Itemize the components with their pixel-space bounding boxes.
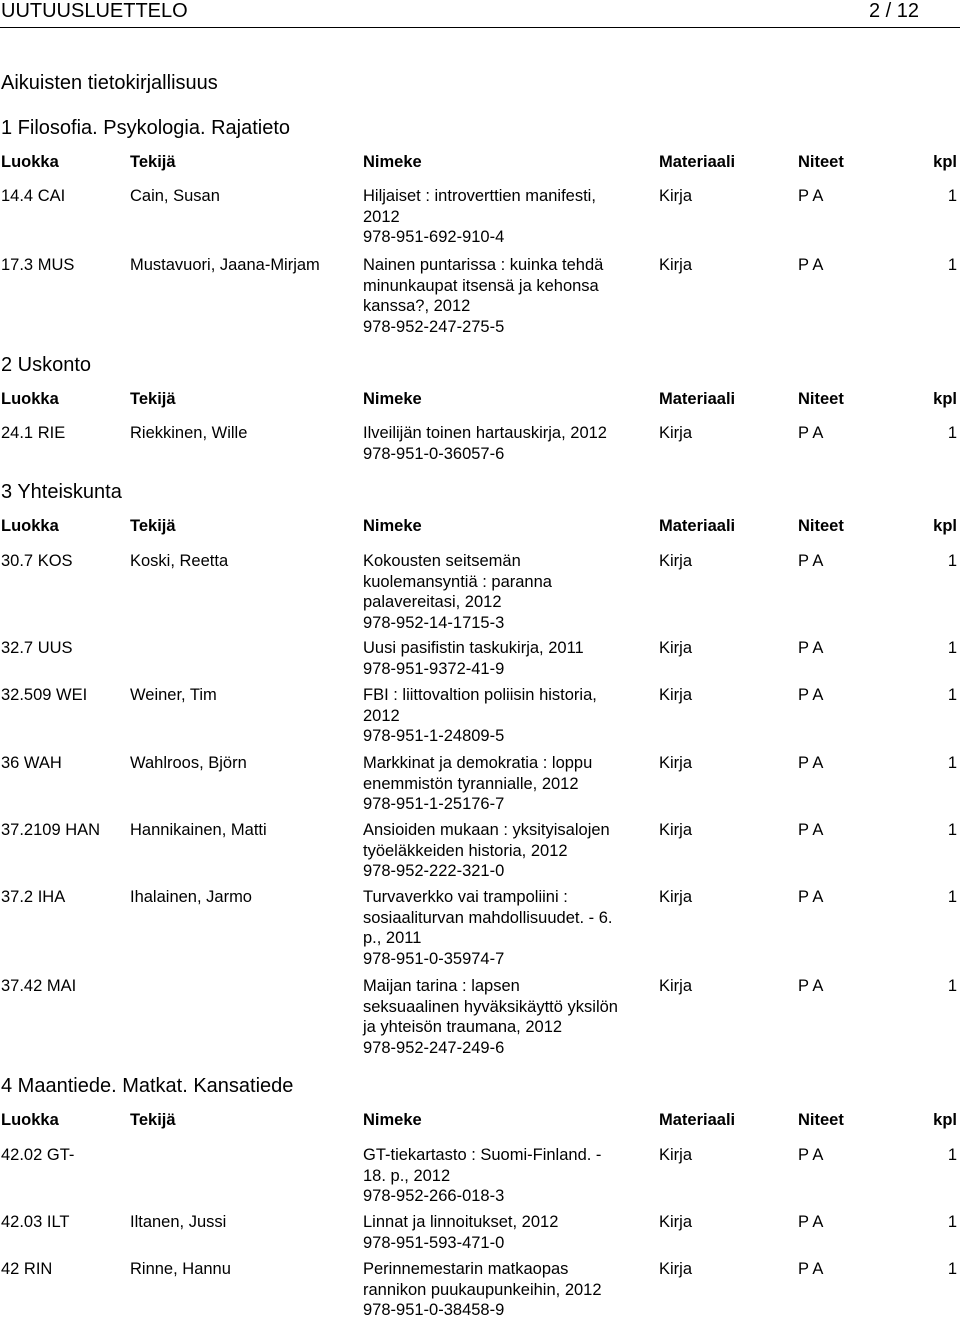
- title-line: 978-952-266-018-3: [363, 1187, 505, 1205]
- cell-luokka: 42 RIN: [1, 1260, 53, 1278]
- column-header-materiaali: Materiaali: [659, 153, 736, 171]
- cell-materiaali: Kirja: [659, 754, 693, 772]
- cell-nimeke: [363, 1259, 653, 1321]
- cell-materiaali: Kirja: [659, 977, 693, 995]
- title-line: 978-951-0-36057-6: [363, 444, 505, 463]
- cell-kpl: 1: [947, 686, 957, 704]
- cell-luokka: 42.02 GT-: [1, 1146, 75, 1164]
- header-rule: [0, 27, 960, 28]
- cell-luokka: 37.2109 HAN: [1, 821, 101, 839]
- title-line: Uusi pasifistin taskukirja, 2011: [363, 639, 584, 657]
- title-line: 978-951-1-24809-5: [363, 727, 505, 745]
- cell-kpl: 1: [947, 1260, 957, 1278]
- title-line: ja yhteisön traumana, 2012: [363, 1018, 563, 1036]
- title-line: työeläkkeiden historia, 2012: [363, 841, 568, 860]
- cell-materiaali: Kirja: [659, 552, 693, 570]
- cell-luokka: 32.7 UUS: [1, 639, 73, 657]
- cell-nimeke: [363, 976, 653, 1058]
- cell-niteet: P A: [798, 1146, 824, 1164]
- cell-luokka: 30.7 KOS: [1, 552, 73, 570]
- cell-luokka: 37.42 MAI: [1, 977, 77, 995]
- cell-nimeke: [363, 423, 653, 464]
- cell-materiaali: Kirja: [659, 888, 693, 906]
- column-header-niteet: Niteet: [798, 390, 844, 408]
- cell-nimeke: [363, 820, 653, 882]
- cell-kpl: 1: [947, 1146, 957, 1164]
- cell-tekija: Koski, Reetta: [130, 552, 229, 570]
- title-line: Linnat ja linnoitukset, 2012: [363, 1213, 559, 1231]
- column-header-niteet: Niteet: [798, 153, 844, 171]
- cell-kpl: 1: [947, 1213, 957, 1231]
- column-header-luokka: Luokka: [1, 153, 59, 171]
- cell-kpl: 1: [947, 552, 957, 570]
- cell-kpl: 1: [947, 424, 957, 442]
- title-line: kanssa?, 2012: [363, 297, 471, 315]
- title-line: 978-952-247-275-5: [363, 317, 505, 336]
- cell-niteet: P A: [798, 888, 824, 906]
- table-header: [0, 390, 960, 410]
- cell-niteet: P A: [798, 1213, 824, 1231]
- column-header-luokka: Luokka: [1, 390, 59, 408]
- cell-luokka: 42.03 ILT: [1, 1213, 70, 1231]
- column-header-kpl: kpl: [933, 153, 957, 171]
- title-line: Maijan tarina : lapsen: [363, 977, 520, 995]
- title-line: p., 2011: [363, 929, 422, 947]
- title-line: palavereitasi, 2012: [363, 593, 502, 611]
- table-header: [0, 517, 960, 537]
- cell-nimeke: [363, 887, 653, 969]
- title-line: Markkinat ja demokratia : loppu: [363, 754, 593, 772]
- cell-tekija: Riekkinen, Wille: [130, 424, 248, 442]
- title-line: 978-951-9372-41-9: [363, 659, 505, 678]
- cell-kpl: 1: [947, 754, 957, 772]
- title-line: 978-951-0-38458-9: [363, 1301, 505, 1319]
- cell-tekija: Ihalainen, Jarmo: [130, 888, 252, 906]
- title-line: 978-952-14-1715-3: [363, 613, 505, 632]
- title-line: 978-951-0-35974-7: [363, 949, 505, 968]
- cell-niteet: P A: [798, 639, 824, 657]
- cell-luokka: 36 WAH: [1, 754, 62, 772]
- title-line: kuolemansyntiä : paranna: [363, 572, 552, 591]
- column-header-nimeke: Nimeke: [363, 390, 422, 408]
- cell-materiaali: Kirja: [659, 686, 693, 704]
- cell-kpl: 1: [947, 639, 957, 657]
- catalog-title: UUTUUSLUETTELO: [1, 0, 188, 22]
- table-header: [0, 153, 960, 173]
- cell-tekija: Hannikainen, Matti: [130, 821, 267, 839]
- title-line: 978-951-1-25176-7: [363, 795, 505, 813]
- title-line: 18. p., 2012: [363, 1166, 451, 1185]
- column-header-kpl: kpl: [933, 1111, 957, 1129]
- cell-nimeke: [363, 255, 653, 337]
- page-number: 2 / 12: [868, 0, 919, 22]
- column-header-kpl: kpl: [933, 517, 957, 535]
- title-line: Nainen puntarissa : kuinka tehdä: [363, 256, 604, 274]
- cell-materiaali: Kirja: [659, 821, 693, 839]
- cell-luokka: 17.3 MUS: [1, 256, 75, 274]
- cell-niteet: P A: [798, 187, 824, 205]
- cell-tekija: Rinne, Hannu: [130, 1260, 231, 1278]
- column-header-tekija: Tekijä: [130, 517, 176, 535]
- cell-kpl: 1: [947, 888, 957, 906]
- cell-luokka: 24.1 RIE: [1, 424, 66, 442]
- cell-tekija: Cain, Susan: [130, 187, 220, 205]
- cell-materiaali: Kirja: [659, 1260, 693, 1278]
- cell-luokka: 32.509 WEI: [1, 686, 88, 704]
- title-line: minunkaupat itsensä ja kehonsa: [363, 276, 599, 295]
- cell-nimeke: [363, 186, 653, 248]
- title-line: Kokousten seitsemän: [363, 552, 521, 570]
- title-line: Perinnemestarin matkaopas: [363, 1260, 569, 1278]
- title-line: 978-951-593-471-0: [363, 1233, 505, 1252]
- cell-niteet: P A: [798, 1260, 824, 1278]
- column-header-tekija: Tekijä: [130, 153, 176, 171]
- cell-nimeke: [363, 753, 653, 815]
- section-title: 1 Filosofia. Psykologia. Rajatieto: [1, 117, 291, 139]
- title-line: Hiljaiset : introverttien manifesti,: [363, 187, 596, 205]
- column-header-tekija: Tekijä: [130, 1111, 176, 1129]
- cell-kpl: 1: [947, 821, 957, 839]
- title-line: GT-tiekartasto : Suomi-Finland. -: [363, 1146, 602, 1164]
- column-header-tekija: Tekijä: [130, 390, 176, 408]
- title-line: sosiaaliturvan mahdollisuudet. - 6.: [363, 908, 613, 927]
- column-header-niteet: Niteet: [798, 517, 844, 535]
- cell-kpl: 1: [947, 256, 957, 274]
- cell-kpl: 1: [947, 187, 957, 205]
- cell-nimeke: [363, 551, 653, 633]
- column-header-nimeke: Nimeke: [363, 153, 422, 171]
- cell-niteet: P A: [798, 256, 824, 274]
- cell-niteet: P A: [798, 424, 824, 442]
- cell-tekija: Weiner, Tim: [130, 686, 217, 704]
- column-header-kpl: kpl: [933, 390, 957, 408]
- cell-niteet: P A: [798, 821, 824, 839]
- cell-materiaali: Kirja: [659, 1213, 693, 1231]
- title-line: 978-952-247-249-6: [363, 1038, 505, 1057]
- cell-nimeke: [363, 638, 653, 679]
- cell-niteet: P A: [798, 754, 824, 772]
- title-line: Ilveilijän toinen hartauskirja, 2012: [363, 424, 607, 442]
- title-line: 978-952-222-321-0: [363, 862, 505, 880]
- column-header-materiaali: Materiaali: [659, 390, 736, 408]
- cell-tekija: Wahlroos, Björn: [130, 754, 247, 772]
- cell-materiaali: Kirja: [659, 256, 693, 274]
- title-line: rannikon puukaupunkeihin, 2012: [363, 1280, 602, 1299]
- title-line: 978-951-692-910-4: [363, 228, 505, 246]
- column-header-materiaali: Materiaali: [659, 1111, 736, 1129]
- cell-niteet: P A: [798, 977, 824, 995]
- column-header-nimeke: Nimeke: [363, 1111, 422, 1129]
- main-heading: Aikuisten tietokirjallisuus: [1, 72, 218, 94]
- cell-nimeke: [363, 685, 653, 747]
- cell-luokka: 14.4 CAI: [1, 187, 66, 205]
- title-line: seksuaalinen hyväksikäyttö yksilön: [363, 997, 618, 1016]
- column-header-luokka: Luokka: [1, 517, 59, 535]
- title-line: 2012: [363, 207, 400, 226]
- cell-materiaali: Kirja: [659, 424, 693, 442]
- cell-niteet: P A: [798, 686, 824, 704]
- table-header: [0, 1111, 960, 1131]
- cell-materiaali: Kirja: [659, 639, 693, 657]
- section-title: 2 Uskonto: [1, 354, 92, 376]
- column-header-niteet: Niteet: [798, 1111, 844, 1129]
- cell-materiaali: Kirja: [659, 1146, 693, 1164]
- section-title: 4 Maantiede. Matkat. Kansatiede: [1, 1075, 294, 1097]
- cell-nimeke: [363, 1212, 653, 1253]
- cell-kpl: 1: [947, 977, 957, 995]
- column-header-nimeke: Nimeke: [363, 517, 422, 535]
- cell-materiaali: Kirja: [659, 187, 693, 205]
- title-line: enemmistön tyrannialle, 2012: [363, 774, 579, 793]
- title-line: Ansioiden mukaan : yksityisalojen: [363, 821, 610, 839]
- section-title: 3 Yhteiskunta: [1, 481, 122, 503]
- cell-nimeke: [363, 1145, 653, 1207]
- column-header-luokka: Luokka: [1, 1111, 59, 1129]
- cell-tekija: Mustavuori, Jaana-Mirjam: [130, 256, 320, 274]
- title-line: Turvaverkko vai trampoliini :: [363, 888, 568, 906]
- cell-niteet: P A: [798, 552, 824, 570]
- cell-tekija: Iltanen, Jussi: [130, 1213, 227, 1231]
- cell-luokka: 37.2 IHA: [1, 888, 66, 906]
- title-line: FBI : liittovaltion poliisin historia,: [363, 686, 597, 704]
- column-header-materiaali: Materiaali: [659, 517, 736, 535]
- title-line: 2012: [363, 706, 400, 725]
